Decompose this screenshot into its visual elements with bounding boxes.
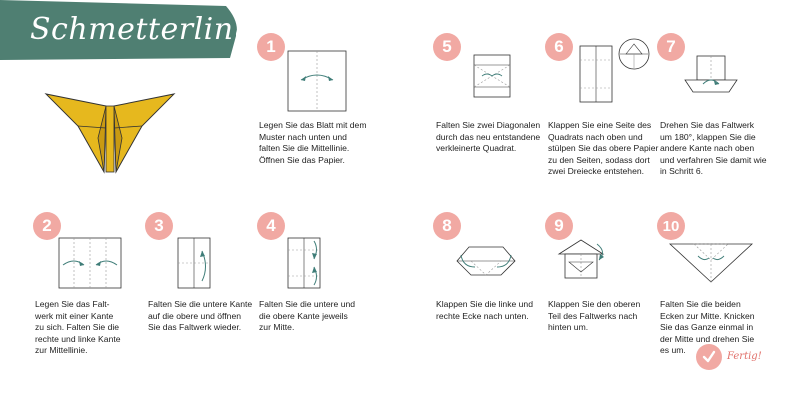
step-4-diagram: [287, 237, 321, 289]
step-9-badge: 9: [545, 212, 573, 240]
step-5-diagram: [473, 54, 511, 98]
step-5-text: Falten Sie zwei Diagonalen durch das neu entstandene verkleinerte Quadrat.: [436, 120, 541, 154]
step-9-diagram: [553, 236, 609, 284]
step-8-text: Klappen Sie die linke und rechte Ecke nach unten.: [436, 299, 533, 321]
step-4-text: Falten Sie die untere und die obere Kante jeweils zur Mitte.: [259, 299, 356, 333]
step-2-text: Legen Sie das Falt- werk mit einer Kante zu sich. Falten Sie die rechte und linke Kante zur Mittellinie.: [35, 299, 121, 356]
step-10-badge: 10: [657, 212, 685, 240]
step-6-text: Klappen Sie eine Seite des Quadrats nach oben und stülpen Sie das obere Papier zu den Seiten, sodass dort zwei Dreiecke entstehen.: [548, 120, 659, 177]
step-7-text: Drehen Sie das Faltwerk um 180°, klappen Sie die andere Kante nach oben und verfahren Sie damit wie in Schritt 6.: [660, 120, 767, 177]
step-8-badge: 8: [433, 212, 461, 240]
step-6-badge: 6: [545, 33, 573, 61]
step-9-text: Klappen Sie den oberen Teil des Faltwerks nach hinten um.: [548, 299, 641, 333]
step-3-diagram: [177, 237, 211, 289]
step-10-diagram: [668, 242, 754, 284]
step-4-badge: 4: [257, 212, 285, 240]
step-6-diagram: [578, 38, 650, 104]
step-1-diagram: [287, 50, 347, 112]
step-2-diagram: [58, 237, 122, 289]
finish-label: Fertig!: [727, 351, 762, 362]
step-5-badge: 5: [433, 33, 461, 61]
step-7-diagram: [683, 54, 739, 94]
step-3-text: Falten Sie die untere Kante auf die obere und öffnen Sie das Faltwerk wieder.: [148, 299, 253, 333]
step-1-text: Legen Sie das Blatt mit dem Muster nach unten und falten Sie die Mittellinie. Öffnen Sie das Papier.: [259, 120, 367, 165]
checkmark-icon: [696, 344, 722, 370]
step-1-badge: 1: [257, 33, 285, 61]
butterfly-illustration: [40, 88, 180, 180]
step-2-badge: 2: [33, 212, 61, 240]
step-7-badge: 7: [657, 33, 685, 61]
step-8-diagram: [455, 245, 517, 281]
step-10-text: Falten Sie die beiden Ecken zur Mitte. Knicken Sie das Ganze einmal in der Mitte und drehen Sie es um.: [660, 299, 755, 356]
step-3-badge: 3: [145, 212, 173, 240]
page-title: Schmetterling: [30, 12, 254, 47]
